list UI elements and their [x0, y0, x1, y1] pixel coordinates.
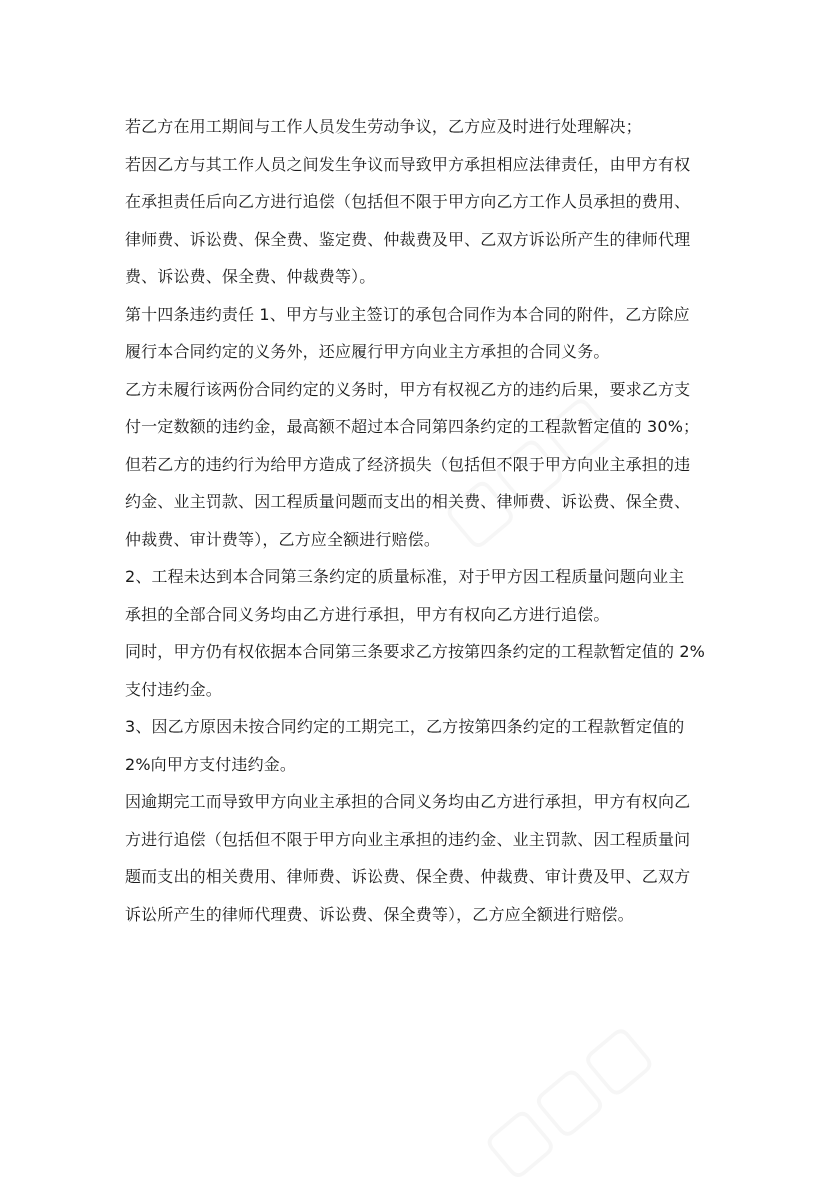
text-line: 方进行追偿（包括但不限于甲方向业主承担的违约金、业主罚款、因工程质量问 — [125, 829, 691, 849]
text-line: 承担的全部合同义务均由乙方进行承担，甲方有权向乙方进行追偿。 — [125, 604, 610, 624]
document-body — [125, 108, 715, 933]
text-line: 第十四条违约责任 1、甲方与业主签订的承包合同作为本合同的附件，乙方除应 — [125, 304, 690, 324]
text-line: 2、工程未达到本合同第三条约定的质量标准，对于甲方因工程质量问题向业主 — [125, 567, 685, 586]
text-line: 若因乙方与其工作人员之间发生争议而导致甲方承担相应法律责任，由甲方有权 — [125, 154, 691, 174]
text-line: 诉讼所产生的律师代理费、诉讼费、保全费等），乙方应全额进行赔偿。 — [125, 904, 634, 924]
text-line: 约金、业主罚款、因工程质量问题而支出的相关费、律师费、诉讼费、保全费、 — [125, 492, 691, 511]
text-line: 但若乙方的违约行为给甲方造成了经济损失（包括但不限于甲方向业主承担的违 — [125, 454, 691, 474]
text-line: 在承担责任后向乙方进行追偿（包括但不限于甲方向乙方工作人员承担的费用、 — [125, 192, 691, 211]
text-line: 2%向甲方支付违约金。 — [125, 754, 297, 774]
text-line: 支付违约金。 — [125, 679, 222, 699]
text-line: 仲裁费、审计费等），乙方应全额进行赔偿。 — [125, 529, 441, 549]
text-line: 同时，甲方仍有权依据本合同第三条要求乙方按第四条约定的工程款暂定值的 2% — [125, 642, 706, 661]
text-line: 费、诉讼费、保全费、仲裁费等）。 — [125, 267, 376, 286]
text-line: 若乙方在用工期间与工作人员发生劳动争议，乙方应及时进行处理解决； — [125, 117, 642, 136]
text-line: 因逾期完工而导致甲方向业主承担的合同义务均由乙方进行承担，甲方有权向乙 — [125, 792, 691, 811]
text-line: 乙方未履行该两份合同约定的义务时，甲方有权视乙方的违约后果，要求乙方支 — [125, 379, 691, 399]
text-line: 律师费、诉讼费、保全费、鉴定费、仲裁费及甲、乙双方诉讼所产生的律师代理 — [125, 229, 691, 249]
text-line: 付一定数额的违约金，最高额不超过本合同第四条约定的工程款暂定值的 30%； — [125, 417, 700, 436]
text-line: 履行本合同约定的义务外，还应履行甲方向业主方承担的合同义务。 — [125, 342, 610, 361]
text-line: 3、因乙方原因未按合同约定的工期完工，乙方按第四条约定的工程款暂定值的 — [125, 717, 685, 736]
text-line: 题而支出的相关费用、律师费、诉讼费、保全费、仲裁费、审计费及甲、乙双方 — [125, 867, 691, 886]
watermark — [467, 1007, 665, 1191]
